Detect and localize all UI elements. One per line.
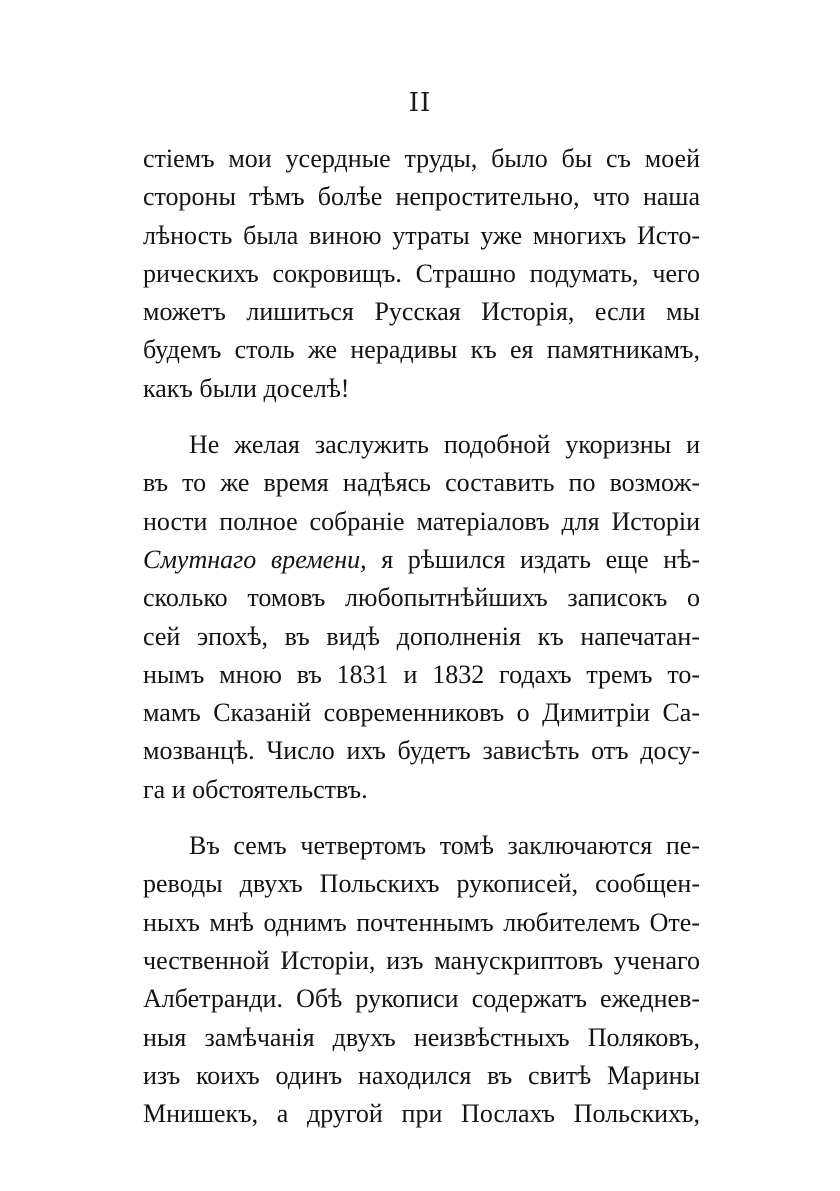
text-line: стіемъ мои усердные труды, было бы съ моей <box>143 144 700 173</box>
text-line: мамъ Сказаній современниковъ о Димитріи Са- <box>143 698 700 728</box>
italic-phrase: Смутнаго времени <box>143 544 361 574</box>
text-line: Не желая заслужить подобной укоризны и <box>189 430 700 460</box>
text-line: реводы двухъ Польскихъ рукописей, сообщен- <box>143 869 700 899</box>
text-line: ныхъ мнѣ однимъ почтеннымъ любителемъ Оте- <box>143 907 700 937</box>
text-line: га и обстоятельствъ. <box>143 774 368 804</box>
text-line: сколько томовъ любопытнѣйшихъ записокъ о <box>143 583 700 613</box>
text-line: ныя замѣчанія двухъ неизвѣстныхъ Поляковъ, <box>143 1022 700 1052</box>
text-line: мозванцѣ. Число ихъ будетъ зависѣть отъ досу- <box>143 736 700 766</box>
page-number: II <box>408 88 432 118</box>
text-line: можетъ лишиться Русская Исторія, если мы <box>143 297 700 327</box>
text-line: изъ коихъ одинъ находился въ свитѣ Марины <box>143 1060 700 1090</box>
text-line: Мнишекъ, а другой при Послахъ Польскихъ, <box>143 1099 700 1129</box>
text-line: какъ были доселѣ! <box>143 373 350 403</box>
text-line: Албетранди. Обѣ рукописи содержатъ ежеднев- <box>143 984 700 1014</box>
text-line: сей эпохѣ, въ видѣ дополненія къ напечатан- <box>143 621 700 651</box>
text-line: стороны тѣмъ болѣе непростительно, что наша <box>143 182 700 212</box>
body-text <box>143 140 700 1133</box>
paragraph-1 <box>143 140 700 408</box>
text-line: чественной Исторіи, изъ манускриптовъ ученаго <box>143 945 700 975</box>
text-line: Въ семъ четвертомъ томѣ заключаются пе- <box>189 831 700 861</box>
paragraph-2 <box>143 426 700 809</box>
paragraph-3 <box>143 827 700 1133</box>
text-line: нымъ мною въ 1831 и 1832 годахъ тремъ то- <box>143 659 700 689</box>
text-line: лѣность была виною утраты уже многихъ Исто- <box>143 220 700 250</box>
text-line: ности полное собраніе матеріаловъ для Исторіи <box>143 506 700 536</box>
text-line: будемъ столь же нерадивы къ ея памятникамъ, <box>143 335 700 365</box>
text-line: Смутнаго времени, я рѣшился издать еще нѣ- <box>143 544 700 574</box>
text-line: рическихъ сокровищъ. Страшно подумать, чего <box>143 258 700 288</box>
text-line: въ то же время надѣясь составить по возмож- <box>143 468 700 498</box>
